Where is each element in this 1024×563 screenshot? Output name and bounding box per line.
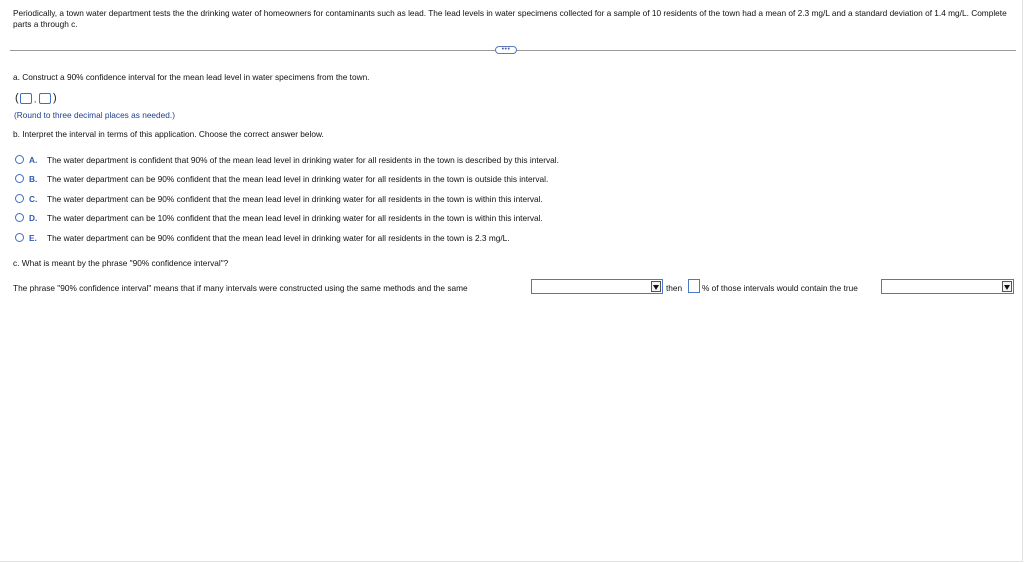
close-paren: ) <box>53 92 57 104</box>
condition-dropdown[interactable] <box>531 279 663 294</box>
option-letter: A. <box>29 155 38 165</box>
radio-icon[interactable] <box>15 174 24 183</box>
option-text: The water department can be 10% confident that the mean lead level in drinking water for all residents in the town is within this interval. <box>47 213 543 223</box>
parameter-dropdown[interactable] <box>881 279 1014 294</box>
option-letter: C. <box>29 194 38 204</box>
sentence-middle: % of those intervals would contain the true <box>702 283 858 293</box>
option-text: The water department can be 90% confident that the mean lead level in drinking water for all residents in the town is 2.3 mg/L. <box>47 233 510 243</box>
dropdown-arrow-icon[interactable] <box>651 281 661 292</box>
option-letter: B. <box>29 174 38 184</box>
rounding-hint: (Round to three decimal places as needed.) <box>14 110 175 120</box>
part-a-prompt: a. Construct a 90% confidence interval for the mean lead level in water specimens from the town. <box>13 72 370 82</box>
option-text: The water department can be 90% confident that the mean lead level in drinking water for all residents in the town is outside this interval. <box>47 174 549 184</box>
option-letter: E. <box>29 233 37 243</box>
part-b-prompt: b. Interpret the interval in terms of this application. Choose the correct answer below. <box>13 129 324 139</box>
radio-icon[interactable] <box>15 233 24 242</box>
option-letter: D. <box>29 213 38 223</box>
then-label: then <box>666 283 683 293</box>
open-paren: ( <box>15 92 19 104</box>
expand-more-button[interactable]: ••• <box>495 46 517 54</box>
part-c-prompt: c. What is meant by the phrase "90% confidence interval"? <box>13 258 229 268</box>
dropdown-arrow-icon[interactable] <box>1002 281 1012 292</box>
radio-icon[interactable] <box>15 155 24 164</box>
radio-icon[interactable] <box>15 194 24 203</box>
lower-bound-input[interactable] <box>20 93 32 104</box>
option-text: The water department can be 90% confident that the mean lead level in drinking water for all residents in the town is within this interval. <box>47 194 543 204</box>
question-intro: Periodically, a town water department tests the the drinking water of homeowners for contaminants such as lead. The lead levels in water specimens collected for a sample of 10 residents of the town had a mean of 2.3 mg/L and a standard deviation of 1.4 mg/L. Complete parts a through c. <box>13 8 1007 29</box>
percent-input[interactable] <box>688 279 700 293</box>
radio-icon[interactable] <box>15 213 24 222</box>
sentence-start: The phrase "90% confidence interval" means that if many intervals were constructed using the same methods and the same <box>13 283 468 293</box>
option-text: The water department is confident that 90% of the mean lead level in drinking water for all residents in the town is described by this interval. <box>47 155 559 165</box>
upper-bound-input[interactable] <box>39 93 51 104</box>
comma-separator: , <box>34 95 37 104</box>
